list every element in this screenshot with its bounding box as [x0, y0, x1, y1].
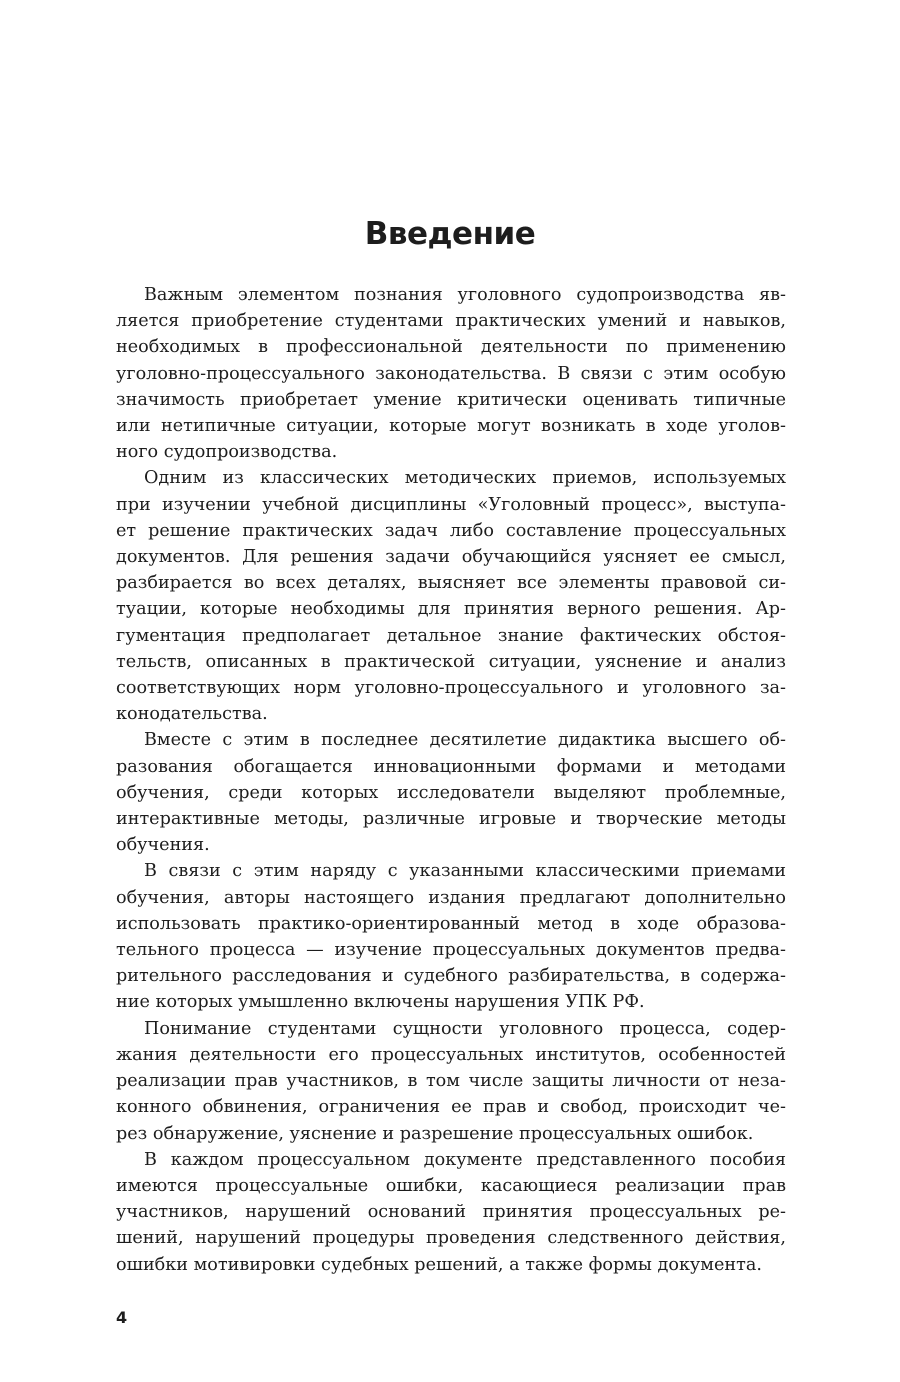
- text-line: ние которых умышленно включены нарушения УПК РФ.: [116, 992, 645, 1013]
- text-line: обучения.: [116, 835, 210, 856]
- paragraph: [116, 282, 786, 465]
- text-line: рительного расследования и судебного разбирательства, в содержа-: [116, 966, 786, 987]
- text-line: или нетипичные ситуации, которые могут возникать в ходе уголов-: [116, 416, 786, 437]
- text-line: документов. Для решения задачи обучающийся уясняет ее смысл,: [116, 547, 786, 568]
- page-title: Введение: [364, 216, 536, 252]
- text-line: интерактивные методы, различные игровые и творческие методы: [116, 809, 786, 830]
- body-text: [116, 282, 786, 1278]
- paragraph: [116, 465, 786, 727]
- text-line: гументация предполагает детальное знание фактических обстоя-: [116, 625, 786, 646]
- text-line: участников, нарушений оснований принятия процессуальных ре-: [116, 1202, 786, 1223]
- text-line: имеются процессуальные ошибки, касающиеся реализации прав: [116, 1175, 786, 1196]
- page-number: 4: [116, 1308, 128, 1327]
- text-line: Вместе с этим в последнее десятилетие дидактика высшего об-: [144, 730, 786, 751]
- text-line: В каждом процессуальном документе представленного пособия: [144, 1149, 786, 1170]
- text-line: обучения, среди которых исследователи выделяют проблемные,: [116, 782, 786, 803]
- text-line: Одним из классических методических приемов, используемых: [144, 468, 786, 489]
- paragraph: [116, 1147, 786, 1278]
- text-line: использовать практико-ориентированный метод в ходе образова-: [116, 913, 786, 934]
- text-line: необходимых в профессиональной деятельности по применению: [116, 337, 786, 358]
- paragraph: [116, 727, 786, 858]
- paragraph: [116, 858, 786, 1015]
- text-line: жания деятельности его процессуальных институтов, особенностей: [116, 1044, 786, 1065]
- text-line: шений, нарушений процедуры проведения следственного действия,: [116, 1228, 786, 1249]
- text-line: В связи с этим наряду с указанными классическими приемами: [144, 861, 786, 882]
- text-line: туации, которые необходимы для принятия верного решения. Ар-: [116, 599, 786, 620]
- text-line: ет решение практических задач либо составление процессуальных: [116, 520, 786, 541]
- text-line: тельств, описанных в практической ситуации, уяснение и анализ: [116, 651, 786, 672]
- text-line: при изучении учебной дисциплины «Уголовный процесс», выступа-: [116, 494, 786, 515]
- text-line: Понимание студентами сущности уголовного процесса, содер-: [144, 1018, 786, 1039]
- text-line: соответствующих норм уголовно-процессуального и уголовного за-: [116, 678, 786, 699]
- text-line: обучения, авторы настоящего издания предлагают дополнительно: [116, 887, 786, 908]
- text-line: конодательства.: [116, 704, 268, 725]
- text-line: рез обнаружение, уяснение и разрешение процессуальных ошибок.: [116, 1123, 754, 1144]
- text-line: значимость приобретает умение критически оценивать типичные: [116, 389, 786, 410]
- paragraph: [116, 1016, 786, 1147]
- text-line: реализации прав участников, в том числе защиты личности от неза-: [116, 1071, 786, 1092]
- text-line: разбирается во всех деталях, выясняет все элементы правовой си-: [116, 573, 786, 594]
- text-line: уголовно-процессуального законодательства. В связи с этим особую: [116, 363, 786, 384]
- text-line: ляется приобретение студентами практических умений и навыков,: [116, 311, 786, 332]
- text-line: ного судопроизводства.: [116, 442, 338, 463]
- text-line: тельного процесса — изучение процессуальных документов предва-: [116, 940, 786, 961]
- text-line: Важным элементом познания уголовного судопроизводства яв-: [144, 285, 786, 305]
- text-line: ошибки мотивировки судебных решений, а также формы документа.: [116, 1254, 762, 1275]
- text-line: конного обвинения, ограничения ее прав и свобод, происходит че-: [116, 1097, 786, 1118]
- text-line: разования обогащается инновационными формами и методами: [116, 756, 786, 777]
